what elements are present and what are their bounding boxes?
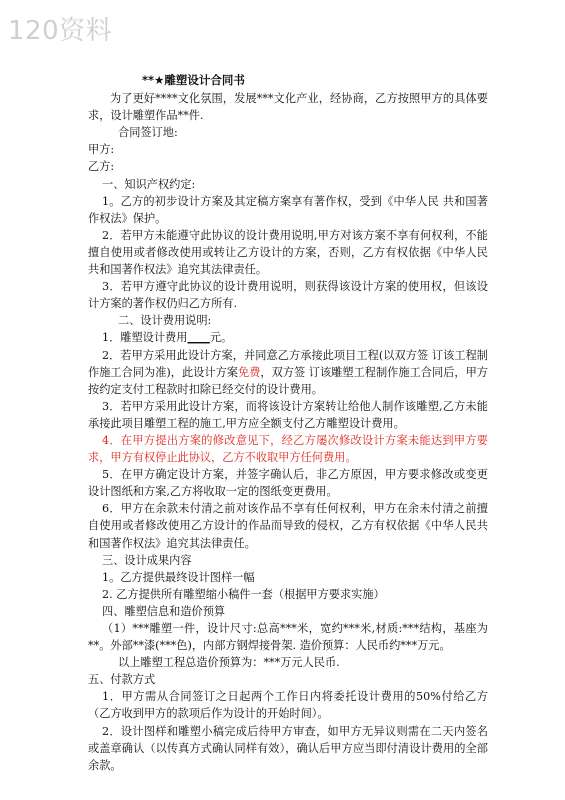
section-heading-1: 一、知识产权约定: [102, 177, 196, 191]
clause-5-2: 2．设计图样和雕塑小稿完成后待甲方审查，如甲方无异议则需在二天内签名或盖章确认（以传真方式确认同样有效），确认后甲方应当即付清设计费用的全部余款。 [88, 724, 488, 772]
intro-paragraph: 为了更好****文化氛围，发展***文化产业，经协商，乙方按照甲方的具体要求，设计雕塑作品**件. [88, 92, 488, 123]
fee-blank: ____ [187, 331, 210, 345]
section-heading-4: 四、雕塑信息和造价预算 [102, 604, 226, 618]
clause-3-1: 1。乙方提供最终设计图样一幅 [102, 570, 255, 584]
section-heading-5: 五、付款方式 [88, 673, 156, 687]
clause-2-6: 6．甲方在余款未付清之前对该作品不享有任何权利，甲方在余未付清之前擅自使用或者修改使用乙方设计的作品而导致的侵权，乙方有权依据《中华人民共和国著作权法》追究其法律责任。 [88, 502, 488, 550]
clause-2-5: 5．在甲方确定设计方案，并签字确认后，非乙方原因，甲方要求修改或变更设计图纸和方案,乙方将收取一定的图纸变更费用。 [88, 468, 488, 499]
clause-4-1: （1）***雕塑一件，设计尺寸:总高***米，宽约***米,材质:***结构，基座为**。外部**漆(***色)，内部方钢焊接骨架. 造价预算：人民币约***万元。 [88, 622, 488, 653]
clause-2-1 [88, 329, 488, 346]
clause-1-1: 1。乙方的初步设计方案及其定稿方案享有著作权，受到《中华人民 共和国著作权法》保护。 [88, 194, 488, 225]
free-highlight: 免费 [238, 365, 261, 379]
section-heading-3: 三、设计成果内容 [102, 553, 192, 567]
clause-2-3: 3．若甲方采用此设计方案，而将该设计方案转让给他人制作该雕塑,乙方未能承接此项目雕塑工程的施工,甲方应全额支付乙方雕塑设计费用。 [88, 399, 488, 430]
clause-1-2: 2．若甲方未能遵守此协议的设计费用说明,甲方对该方案不享有何权利，不能擅自使用或者修改使用或转让乙方设计的方案，否则，乙方有权依据《中华人民共和国著作权法》追究其法律责任。 [88, 228, 488, 277]
watermark: 120资料 [8, 16, 113, 46]
section-heading-2: 二、设计费用说明: [118, 314, 212, 328]
contract-document [88, 72, 488, 774]
sign-place: 合同签订地: [118, 126, 178, 140]
clause-5-1: 1．甲方需从合同签订之日起两个工作日内将委托设计费用的50%付给乙方（乙方收到甲方的款项后作为设计的开始时间）。 [88, 690, 488, 721]
document-title: **★雕塑设计合同书 [142, 73, 245, 87]
clause-2-1-text: 1．雕塑设计费用 [102, 331, 188, 345]
clause-3-2: 2. 乙方提供所有雕塑缩小稿件一套（根据甲方要求实施） [102, 587, 385, 601]
total-budget: 以上雕塑工程总造价预算为：***万元人民币. [118, 656, 340, 670]
clause-2-2-text-a: 2．若甲方采用此设计方案，并同意乙方承接此项目工程(以双方签 订该工程制作施工合同为准)，此设计方案 [88, 348, 488, 379]
clause-2-4: 4．在甲方提出方案的修改意见下，经乙方屡次修改设计方案未能达到甲方要求，甲方有权停止此协议，乙方不收取甲方任何费用。 [88, 433, 488, 465]
clause-2-1-unit: 元。 [209, 331, 233, 345]
party-a: 甲方: [88, 143, 115, 157]
clause-1-3: 3．若甲方遵守此协议的设计费用说明，则获得该设计方案的使用权，但该设计方案的著作权仍归乙方所有. [88, 280, 488, 311]
clause-2-2 [88, 347, 488, 398]
clause-2-2-text-b: ，双方签 订该雕塑工程制作施工合同后，甲方按约定支付工程款时扣除已经交付的设计费用。 [88, 365, 488, 396]
party-b: 乙方: [88, 160, 115, 174]
